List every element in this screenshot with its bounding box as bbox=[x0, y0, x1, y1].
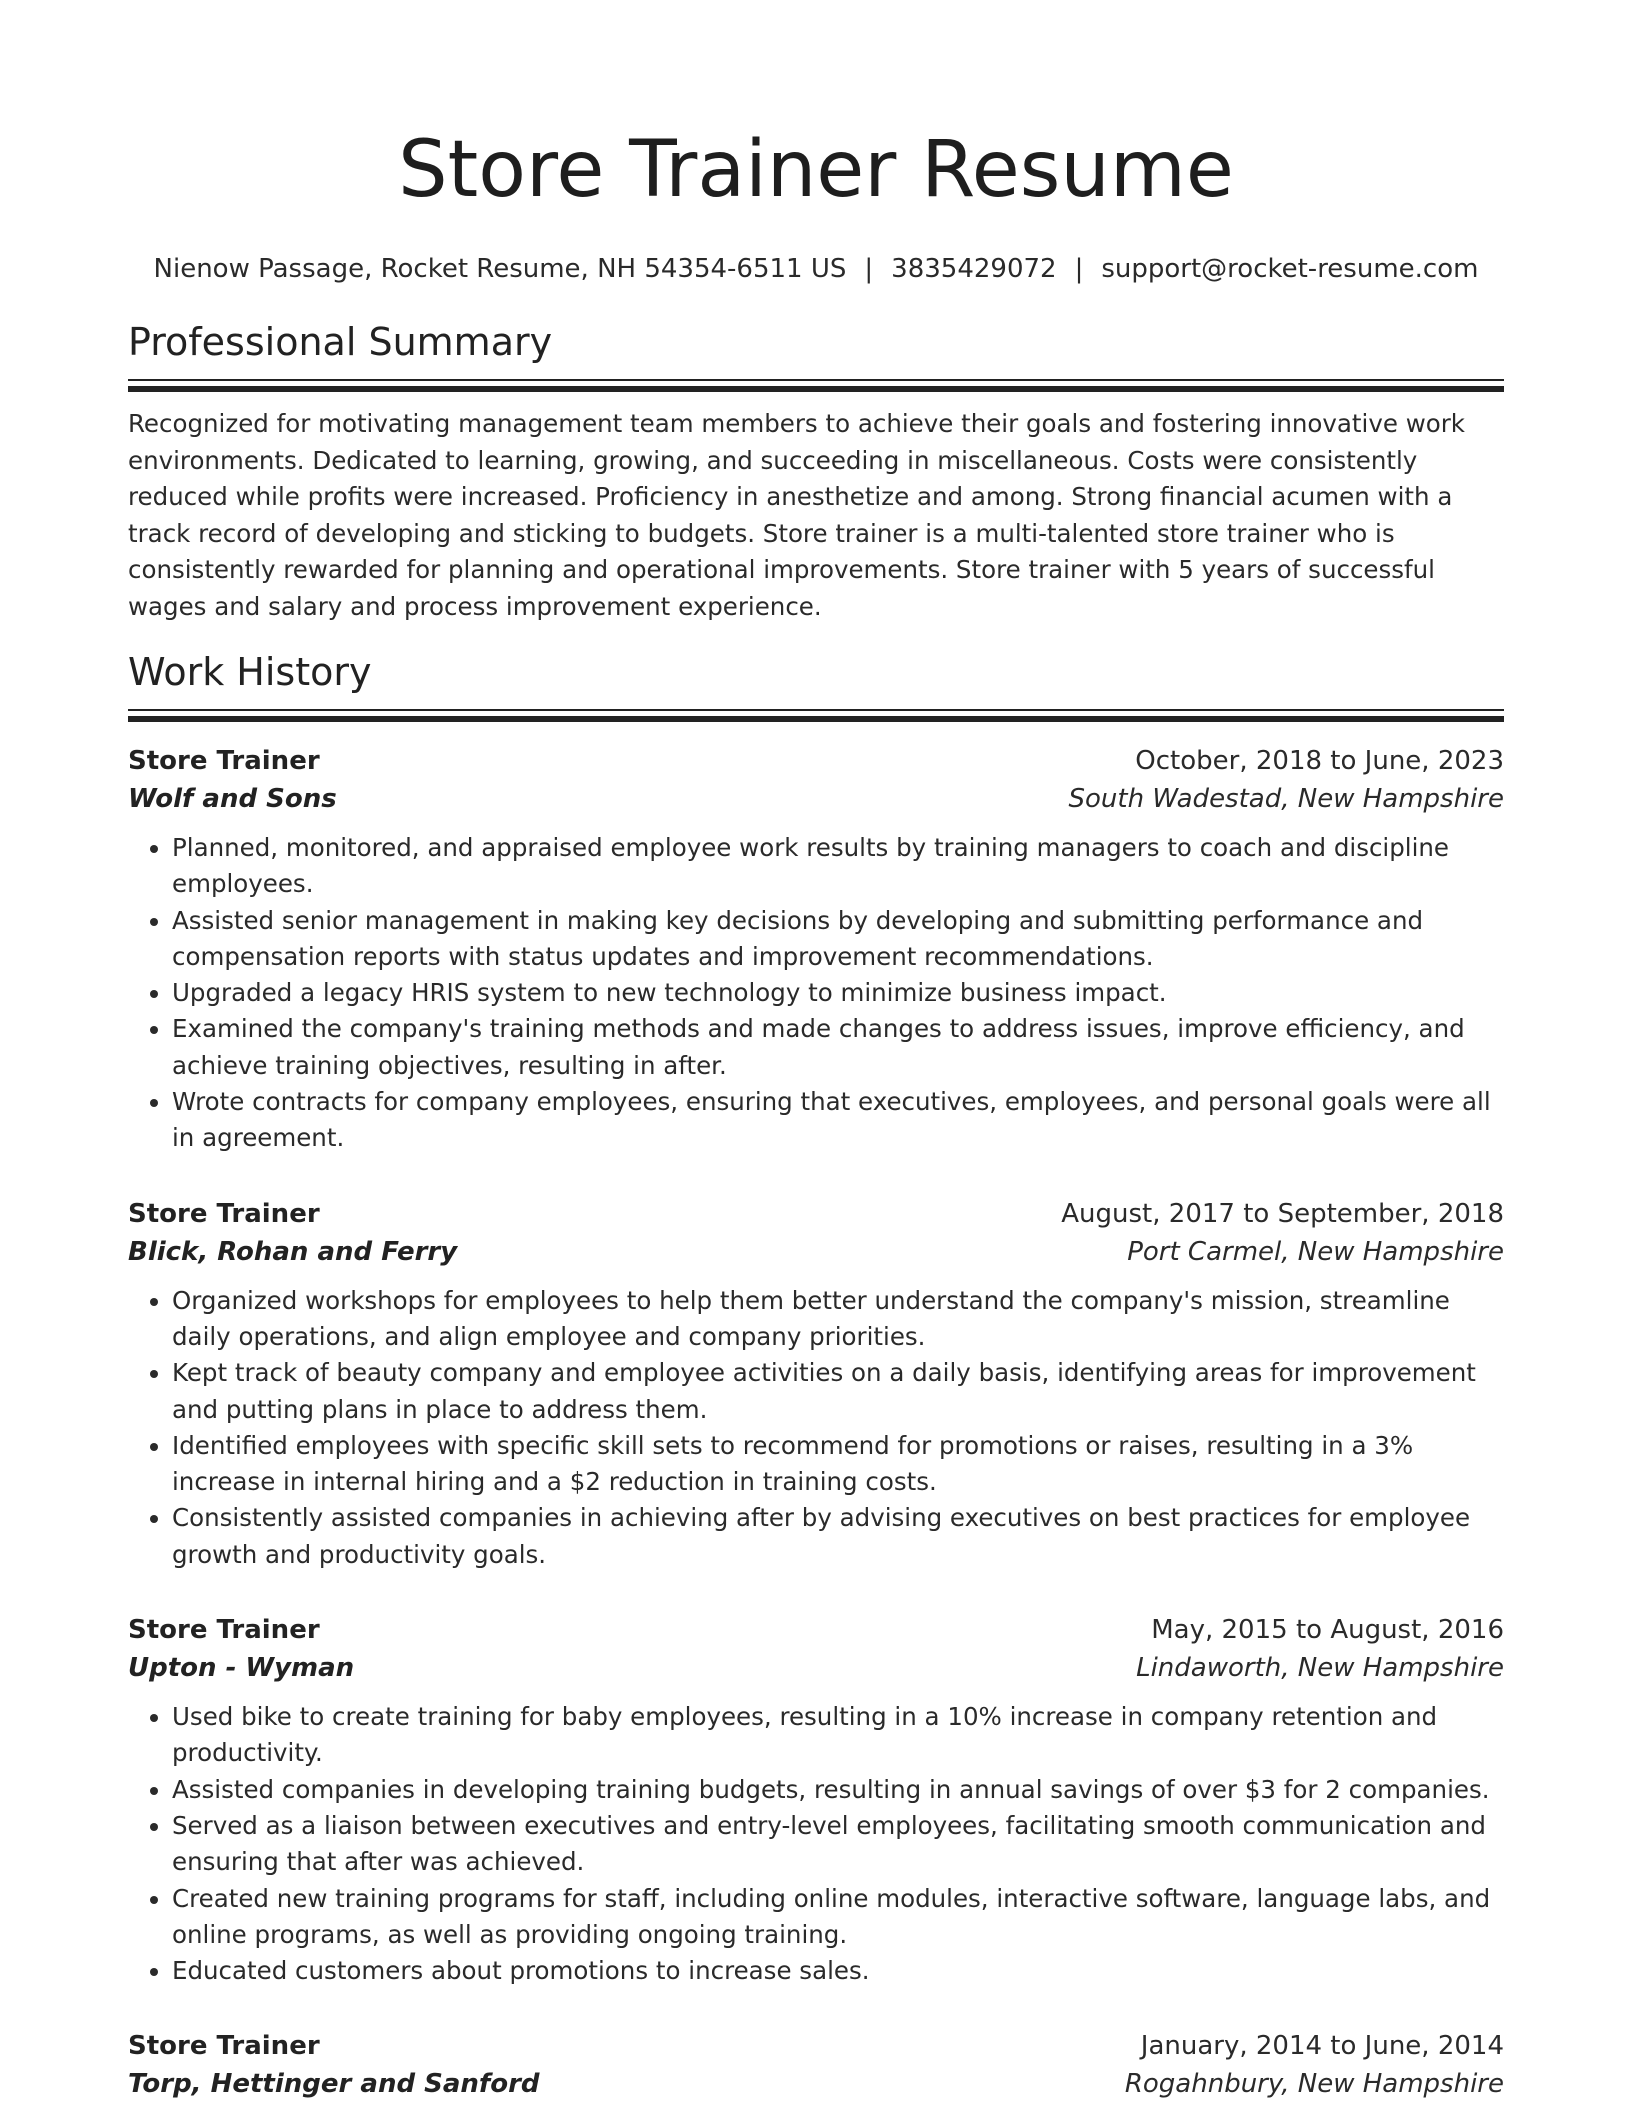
job-bullet: • Organized workshops for employees to help them better understand the company's mission, streamline daily operations, and align employee and company priorities. bbox=[172, 1283, 1504, 1356]
job-title: Store Trainer bbox=[128, 1615, 320, 1646]
job-company-row bbox=[128, 780, 1504, 818]
job-entry bbox=[128, 742, 1504, 1157]
job-bullet: • Wrote contracts for company employees, ensuring that executives, employees, and personal goals were all in agreement. bbox=[172, 1084, 1504, 1157]
job-location: Rogahnbury, New Hampshire bbox=[1124, 2069, 1504, 2100]
job-company: Wolf and Sons bbox=[128, 784, 337, 814]
job-company-row bbox=[128, 1649, 1504, 1687]
job-title-row bbox=[128, 2027, 1504, 2065]
job-bullet: • Assisted companies in developing training budgets, resulting in annual savings of over $3 for 2 companies. bbox=[172, 1772, 1504, 1808]
job-entry bbox=[128, 1611, 1504, 1989]
job-location: South Wadestad, New Hampshire bbox=[1068, 784, 1504, 814]
job-bullet-list bbox=[128, 830, 1504, 1157]
job-bullet: • Upgraded a legacy HRIS system to new technology to minimize business impact. bbox=[172, 975, 1504, 1011]
resume-title: Store Trainer Resume bbox=[398, 125, 1234, 215]
contact-line bbox=[128, 251, 1504, 287]
professional-summary-section bbox=[128, 317, 1504, 625]
job-bullet: • Kept track of beauty company and employee activities on a daily basis, identifying areas for improvement and putting plans in place to address them. bbox=[172, 1355, 1504, 1428]
job-bullet: • Created new training programs for staff, including online modules, interactive software, language labs, and online programs, as well as providing ongoing training. bbox=[172, 1881, 1504, 1954]
job-location: Lindaworth, New Hampshire bbox=[1136, 1653, 1504, 1684]
resume-header bbox=[128, 0, 1504, 287]
job-bullet: • Consistently assisted companies in achieving after by advising executives on best practices for employee growth and productivity goals. bbox=[172, 1500, 1504, 1573]
job-bullet: • Assisted senior management in making key decisions by developing and submitting performance and compensation reports with status updates and improvement recommendations. bbox=[172, 903, 1504, 976]
section-divider bbox=[128, 709, 1504, 722]
job-company-row bbox=[128, 2065, 1504, 2103]
section-divider bbox=[128, 379, 1504, 392]
job-title: Store Trainer bbox=[128, 1198, 320, 1229]
job-bullet: • Used bike to create training for baby employees, resulting in a 10% increase in company retention and productivity. bbox=[172, 1699, 1504, 1772]
work-history-section bbox=[128, 647, 1504, 2103]
job-title-row bbox=[128, 1195, 1504, 1233]
job-location: Port Carmel, New Hampshire bbox=[1127, 1236, 1504, 1267]
job-bullet: • Identified employees with specific skill sets to recommend for promotions or raises, resulting in a 3% increase in internal hiring and a $2 reduction in training costs. bbox=[172, 1428, 1504, 1501]
contact-separator: | bbox=[1074, 254, 1084, 284]
job-bullet: • Educated customers about promotions to increase sales. bbox=[172, 1953, 1504, 1989]
job-company: Upton - Wyman bbox=[128, 1653, 355, 1684]
job-entry bbox=[128, 2027, 1504, 2103]
contact-phone: 3835429072 bbox=[891, 254, 1057, 284]
job-title: Store Trainer bbox=[128, 2031, 320, 2062]
job-title-row bbox=[128, 1611, 1504, 1649]
contact-address: Nienow Passage, Rocket Resume, NH 54354-6511 US bbox=[153, 254, 847, 284]
job-bullet: • Examined the company's training methods and made changes to address issues, improve efficiency, and achieve training objectives, resulting in after. bbox=[172, 1011, 1504, 1084]
contact-email: support@rocket-resume.com bbox=[1101, 254, 1479, 284]
job-bullet: • Served as a liaison between executives and entry-level employees, facilitating smooth communication and ensuring that after was achieved. bbox=[172, 1808, 1504, 1881]
job-company-row bbox=[128, 1233, 1504, 1271]
job-company: Blick, Rohan and Ferry bbox=[128, 1236, 458, 1267]
job-dates: October, 2018 to June, 2023 bbox=[1135, 746, 1504, 776]
job-bullet-list bbox=[128, 1283, 1504, 1573]
job-dates: August, 2017 to September, 2018 bbox=[1061, 1198, 1504, 1229]
job-company: Torp, Hettinger and Sanford bbox=[128, 2069, 540, 2100]
section-heading-summary: Professional Summary bbox=[128, 320, 553, 364]
job-title: Store Trainer bbox=[128, 746, 320, 776]
job-bullet-list bbox=[128, 1699, 1504, 1989]
summary-text: Recognized for motivating management team members to achieve their goals and fostering innovative work environments. Dedicated to learning, growing, and succeeding in miscellaneous. Costs were consistently reduced while profits were increased. Proficiency in anesthetize and among. Strong financial acumen with a track record of developing and sticking to budgets. Store trainer is a multi-talented store trainer who is consistently rewarded for planning and operational improvements. Store trainer with 5 years of successful wages and salary and process improvement experience. bbox=[128, 409, 1465, 621]
job-title-row bbox=[128, 742, 1504, 780]
job-dates: May, 2015 to August, 2016 bbox=[1151, 1615, 1504, 1646]
job-entry bbox=[128, 1195, 1504, 1573]
job-dates: January, 2014 to June, 2014 bbox=[1140, 2031, 1504, 2062]
contact-separator: | bbox=[864, 254, 874, 284]
job-bullet: • Planned, monitored, and appraised employee work results by training managers to coach and discipline employees. bbox=[172, 830, 1504, 903]
section-heading-work-history: Work History bbox=[128, 650, 372, 694]
job-list bbox=[128, 742, 1504, 2103]
